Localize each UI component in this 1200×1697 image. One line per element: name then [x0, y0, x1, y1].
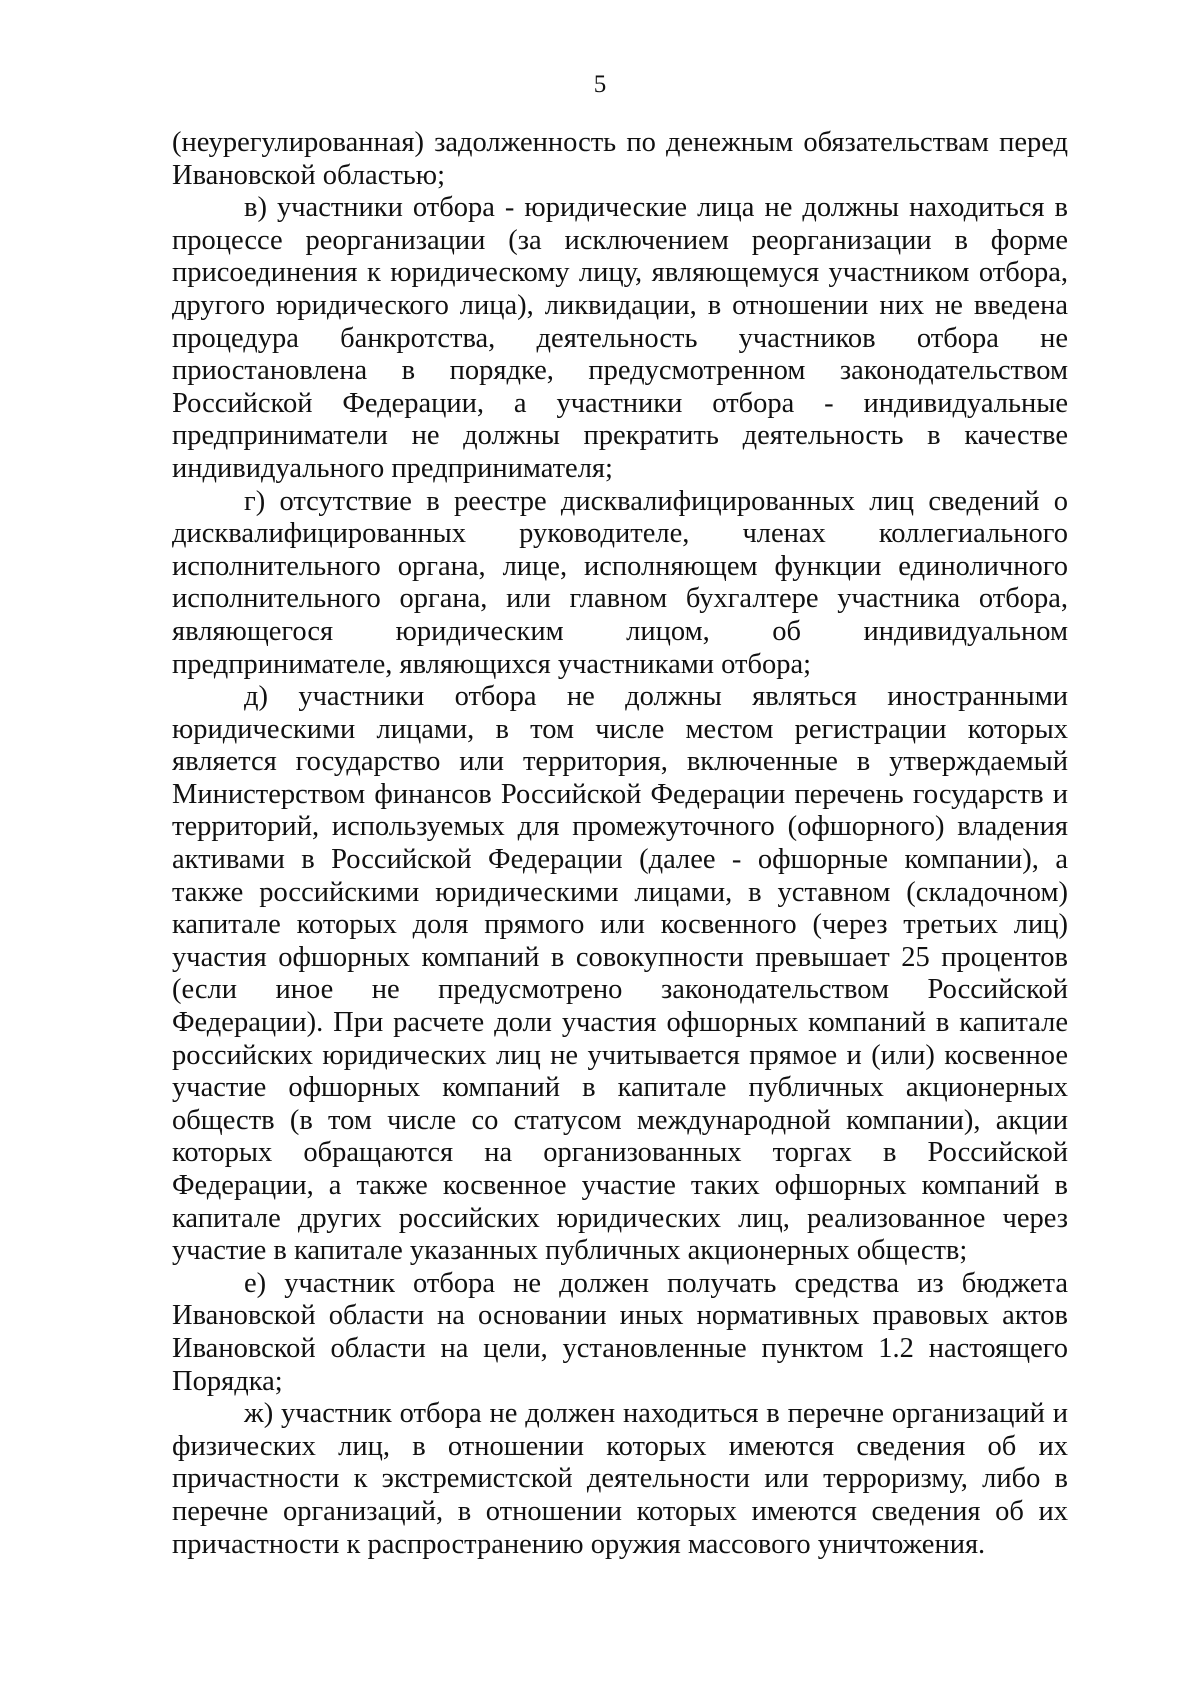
paragraph-continuation: (неурегулированная) задолженность по денежным обязательствам перед Ивановской областью;: [172, 127, 1068, 191]
paragraph-item-v: в) участники отбора - юридические лица не должны находиться в процессе реорганизации (за исключением реорганизации в форме присоединения к юридическому лицу, являющемуся участником отбора, другого юридического лица), ликвидации, в отношении них не введена процедура банкротства, деятельность участников отбора не приостановлена в порядке, предусмотренном законодательством Российской Федерации, а участники отбора - индивидуальные предприниматели не должны прекратить деятельность в качестве индивидуального предпринимателя;: [172, 192, 1068, 484]
page-number: 5: [593, 71, 607, 98]
paragraph-item-e: е) участник отбора не должен получать средства из бюджета Ивановской области на основании иных нормативных правовых актов Ивановской области на цели, установленные пунктом 1.2 настоящего Порядка;: [172, 1267, 1068, 1397]
paragraph-item-d: д) участники отбора не должны являться иностранными юридическими лицами, в том числе местом регистрации которых является государство или территория, включенные в утверждаемый Министерством финансов Российской Федерации перечень государств и территорий, используемых для промежуточного (офшорного) владения активами в Российской Федерации (далее - офшорные компании), а также российскими юридическими лицами, в уставном (складочном) капитале которых доля прямого или косвенного (через третьих лиц) участия офшорных компаний в совокупности превышает 25 процентов (если иное не предусмотрено законодательством Российской Федерации). При расчете доли участия офшорных компаний в капитале российских юридических лиц не учитывается прямое и (или) косвенное участие офшорных компаний в капитале публичных акционерных обществ (в том числе со статусом международной компании), акции которых обращаются на организованных торгах в Российской Федерации, а также косвенное участие таких офшорных компаний в капитале других российских юридических лиц, реализованное через участие в капитале указанных публичных акционерных обществ;: [172, 681, 1068, 1267]
paragraph-item-g: г) отсутствие в реестре дисквалифицированных лиц сведений о дисквалифицированных руководителе, членах коллегиального исполнительного органа, лице, исполняющем функции единоличного исполнительного органа, или главном бухгалтере участника отбора, являющегося юридическим лицом, об индивидуальном предпринимателе, являющихся участниками отбора;: [172, 485, 1068, 680]
paragraph-item-zh: ж) участник отбора не должен находиться в перечне организаций и физических лиц, в отношении которых имеются сведения об их причастности к экстремистской деятельности или терроризму, либо в перечне организаций, в отношении которых имеются сведения об их причастности к распространению оружия массового уничтожения.: [172, 1398, 1068, 1560]
document-body: [172, 127, 1068, 1561]
